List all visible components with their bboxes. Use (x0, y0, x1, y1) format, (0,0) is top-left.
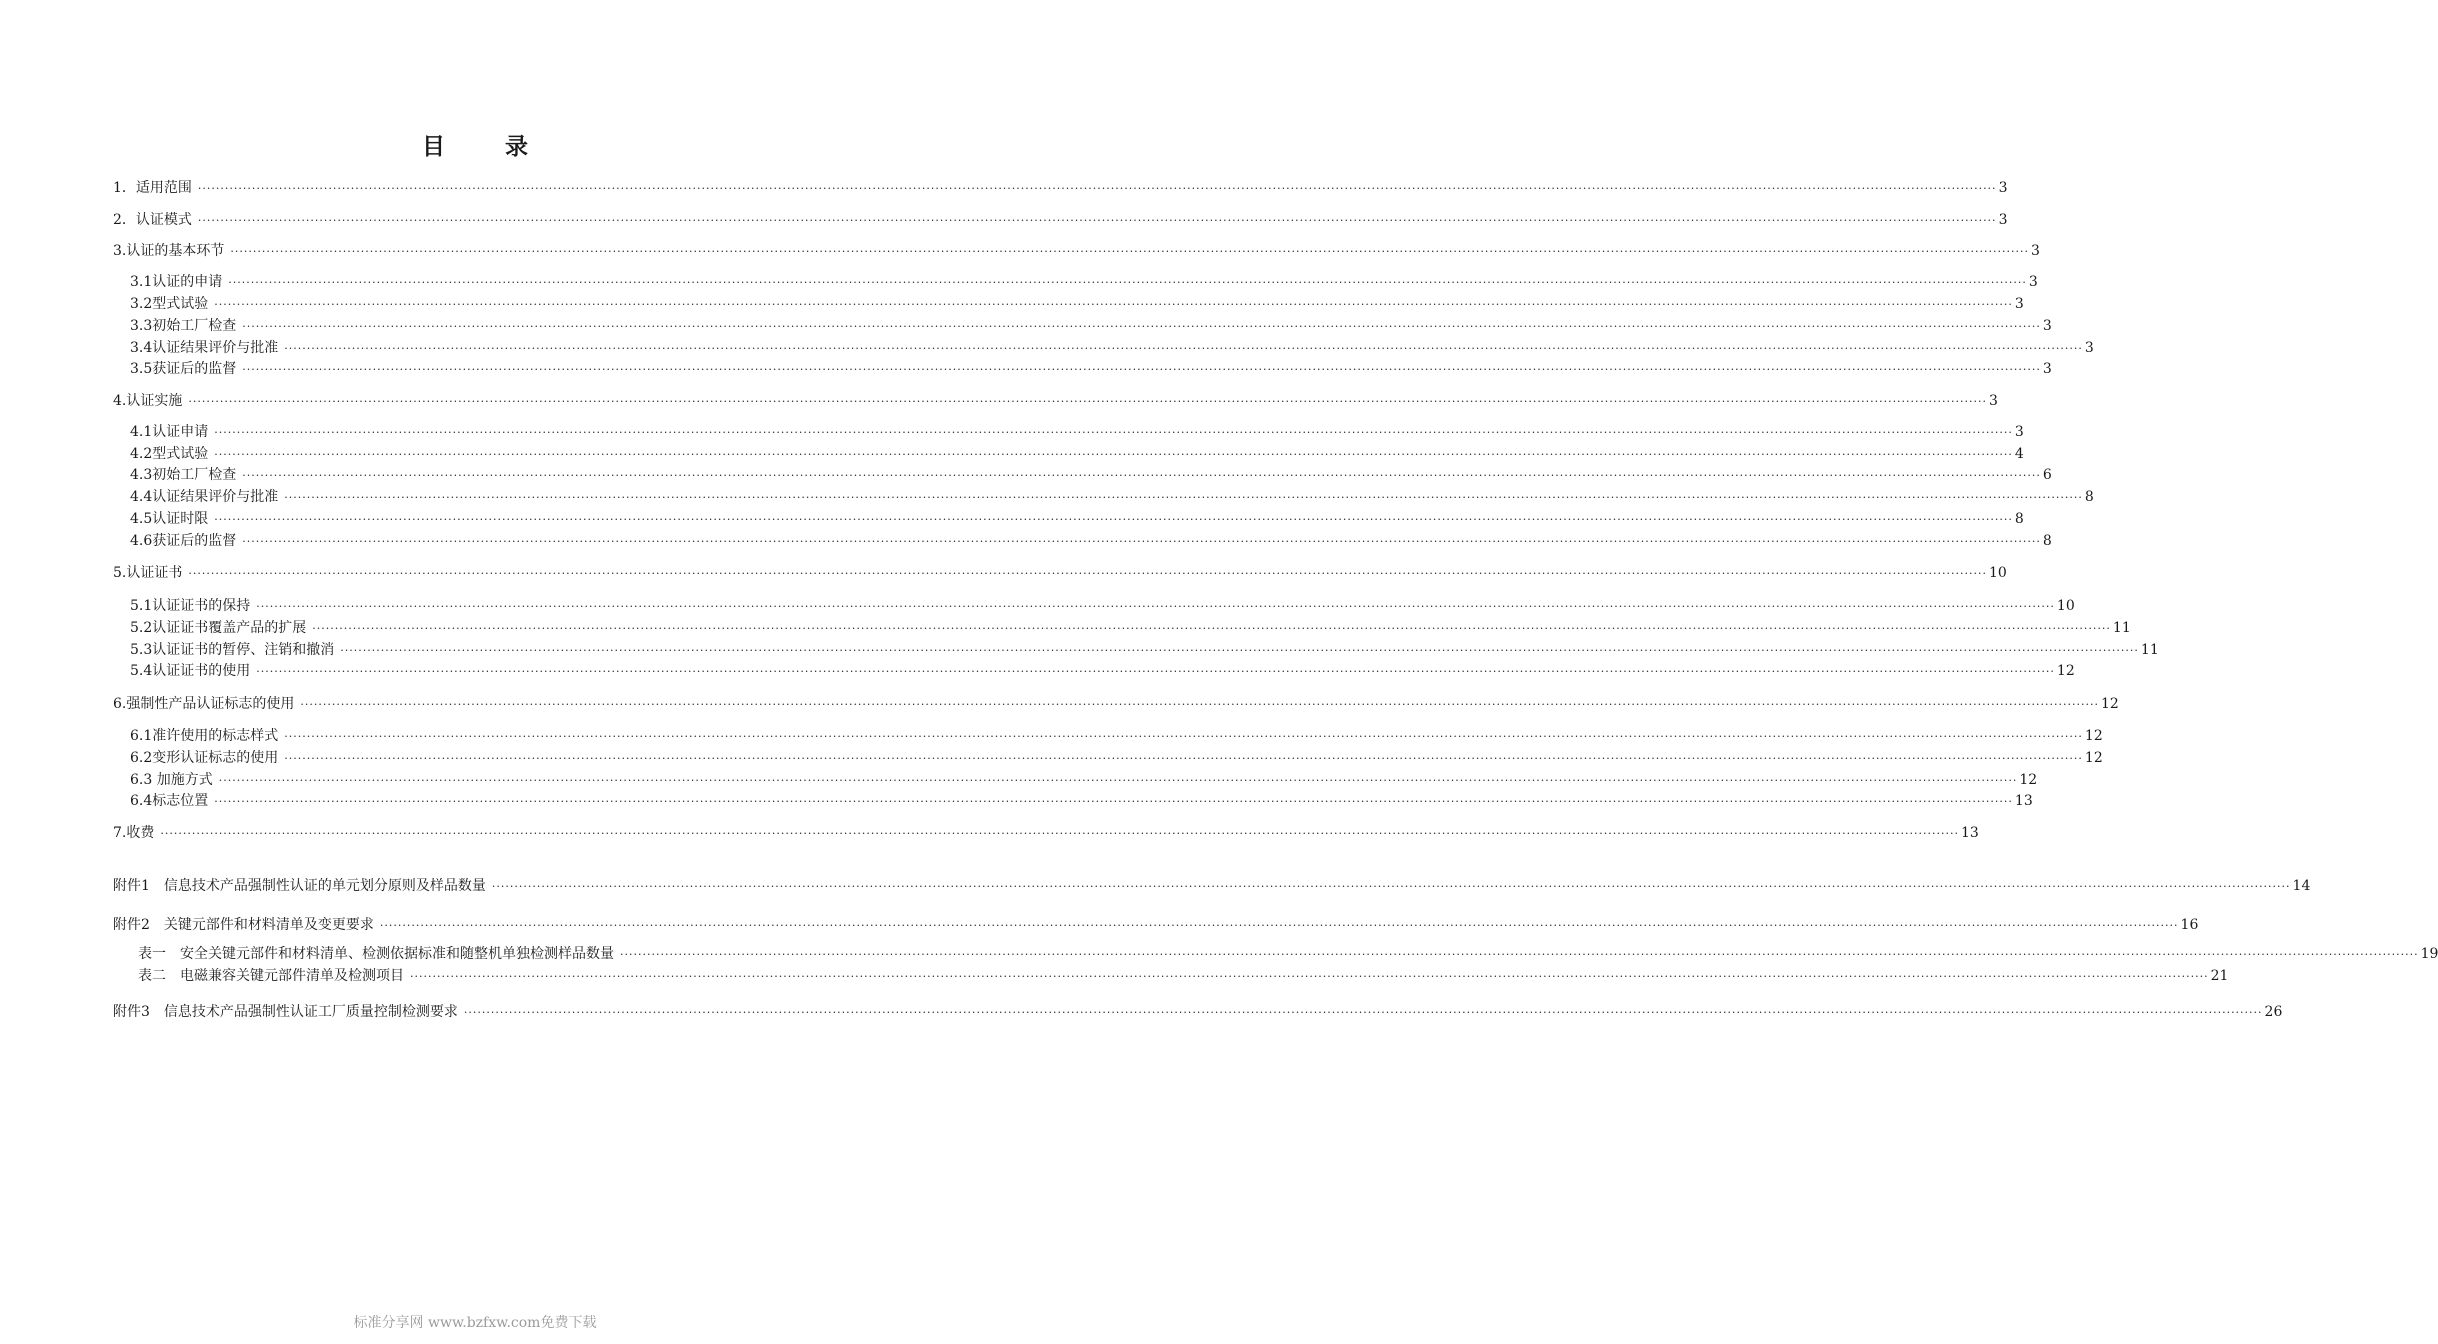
toc-entry-page-number: 12 (2101, 696, 2119, 712)
toc-leader-dots: ················································································································································································································································································································································································································ (214, 795, 2013, 808)
toc-entry-label: 3.5获证后的监督 (130, 361, 237, 377)
toc-entry-label: 6.2变形认证标志的使用 (130, 750, 279, 766)
toc-entry-page-number: 11 (2112, 620, 2131, 636)
toc-leader-dots: ················································································································································································································································································································································································································ (214, 298, 2013, 311)
toc-entry-label: 4.1认证申请 (130, 424, 209, 440)
toc-leader-dots: ················································································································································································································································································································································································································ (242, 469, 2041, 482)
toc-entry[interactable] (130, 444, 2024, 464)
toc-leader-dots: ················································································································································································································································································································································································································ (214, 426, 2013, 439)
toc-entry-page-number: 8 (2042, 533, 2052, 549)
toc-entry-label: 2．认证模式 (113, 212, 192, 228)
toc-leader-dots: ················································································································································································································································································································································································································ (312, 622, 2111, 635)
toc-entry[interactable] (130, 272, 2038, 292)
toc-entry-page-number: 13 (1961, 825, 1979, 841)
toc-leader-dots: ················································································································································································································································································································································································································ (284, 491, 2083, 504)
toc-entry-page-number: 3 (1989, 393, 1998, 409)
toc-leader-dots: ················································································································································································································································································································································································································ (188, 567, 1987, 580)
toc-leader-dots: ················································································································································································································································································································································································································ (228, 276, 2027, 289)
toc-entry-page-number: 12 (2019, 772, 2038, 788)
toc-leader-dots: ················································································································································································································································································································································································································ (284, 752, 2083, 765)
toc-entry[interactable] (113, 915, 2199, 935)
toc-leader-dots: ················································································································································································································································································································································································································ (218, 774, 2018, 787)
toc-entry-page-number: 11 (2140, 642, 2159, 658)
toc-entry[interactable] (113, 391, 1998, 411)
toc-entry-page-number: 3 (2014, 296, 2024, 312)
toc-entry-page-number: 3 (1998, 180, 2008, 196)
toc-entry[interactable] (130, 770, 2038, 790)
toc-entry-label: 6.4标志位置 (130, 793, 209, 809)
toc-entry-page-number: 12 (2084, 728, 2103, 744)
toc-entry[interactable] (113, 823, 1979, 843)
toc-entry-page-number: 10 (1989, 565, 2007, 581)
toc-entry-label: 4.2型式试验 (130, 446, 209, 462)
toc-entry-page-number: 13 (2014, 793, 2033, 809)
toc-entry-label: 5.1认证证书的保持 (130, 598, 251, 614)
toc-entry-page-number: 26 (2264, 1004, 2283, 1020)
toc-leader-dots: ················································································································································································································································································································································································································ (256, 600, 2055, 613)
toc-entry-label: 1．适用范围 (113, 180, 192, 196)
toc-entry[interactable] (113, 563, 2007, 583)
toc-entry-page-number: 8 (2014, 511, 2024, 527)
toc-entry[interactable] (130, 726, 2103, 746)
toc-entry[interactable] (130, 316, 2052, 336)
toc-entry[interactable] (113, 210, 2008, 230)
toc-entry-page-number: 21 (2210, 968, 2229, 984)
toc-entry-label: 4.6获证后的监督 (130, 533, 237, 549)
toc-leader-dots: ················································································································································································································································································································································································································ (242, 535, 2041, 548)
toc-leader-dots: ················································································································································································································································································································································································································ (230, 245, 2029, 258)
toc-entry-label: 表二 电磁兼容关键元部件清单及检测项目 (138, 968, 404, 984)
toc-leader-dots: ················································································································································································································································································································································································································ (242, 320, 2041, 333)
toc-entry[interactable] (138, 944, 2438, 964)
toc-leader-dots: ················································································································································································································································································································································································································ (256, 665, 2055, 678)
toc-entry-label: 4.5认证时限 (130, 511, 209, 527)
toc-leader-dots: ················································································································································································································································································································································································································ (188, 395, 1987, 408)
toc-leader-dots: ················································································································································································································································································································································································································ (340, 644, 2139, 657)
toc-entry-page-number: 10 (2056, 598, 2075, 614)
toc-entry[interactable] (130, 748, 2103, 768)
toc-entry-label: 5.3认证证书的暂停、注销和撤消 (130, 642, 335, 658)
toc-leader-dots: ················································································································································································································································································································································································································ (197, 214, 1997, 227)
toc-entry-label: 3.认证的基本环节 (113, 243, 225, 259)
toc-entry-label: 4.4认证结果评价与批准 (130, 489, 279, 505)
toc-entry-label: 6.3 加施方式 (130, 772, 213, 788)
toc-entry-label: 3.4认证结果评价与批准 (130, 340, 279, 356)
toc-leader-dots: ················································································································································································································································································································································································································ (620, 948, 2419, 961)
toc-entry-label: 5.4认证证书的使用 (130, 663, 251, 679)
toc-leader-dots: ················································································································································································································································································································································································································ (300, 698, 2099, 711)
toc-entry-label: 附件2 关键元部件和材料清单及变更要求 (113, 917, 374, 933)
toc-entry-page-number: 19 (2420, 946, 2438, 962)
toc-entry-label: 3.3初始工厂检查 (130, 318, 237, 334)
toc-leader-dots: ················································································································································································································································································································································································································ (214, 513, 2013, 526)
toc-entry-page-number: 3 (2014, 424, 2024, 440)
toc-entry-page-number: 3 (2031, 243, 2040, 259)
toc-entry[interactable] (130, 338, 2094, 358)
page-title: 目 录 (421, 134, 554, 160)
toc-entry[interactable] (113, 241, 2040, 261)
toc-entry[interactable] (130, 596, 2075, 616)
toc-entry-label: 表一 安全关键元部件和材料清单、检测依据标准和随整机单独检测样品数量 (138, 946, 614, 962)
toc-entry-label: 4.3初始工厂检查 (130, 467, 237, 483)
toc-leader-dots: ················································································································································································································································································································································································································ (410, 970, 2209, 983)
toc-entry-label: 3.2型式试验 (130, 296, 209, 312)
toc-entry-label: 6.强制性产品认证标志的使用 (113, 696, 295, 712)
toc-entry-label: 附件1 信息技术产品强制性认证的单元划分原则及样品数量 (113, 878, 486, 894)
toc-entry[interactable] (130, 531, 2052, 551)
toc-leader-dots: ················································································································································································································································································································································································································ (197, 182, 1997, 195)
toc-entry[interactable] (130, 422, 2024, 442)
toc-entry[interactable] (130, 487, 2094, 507)
toc-entry[interactable] (113, 1002, 2283, 1022)
toc-entry-label: 3.1认证的申请 (130, 274, 223, 290)
toc-entry-page-number: 4 (2014, 446, 2024, 462)
toc-entry-label: 5.2认证证书覆盖产品的扩展 (130, 620, 307, 636)
toc-entry-page-number: 12 (2056, 663, 2075, 679)
toc-entry-label: 4.认证实施 (113, 393, 183, 409)
toc-entry-page-number: 3 (2084, 340, 2094, 356)
toc-entry-page-number: 8 (2084, 489, 2094, 505)
toc-entry-page-number: 3 (2028, 274, 2038, 290)
toc-leader-dots: ················································································································································································································································································································································································································ (214, 448, 2013, 461)
toc-leader-dots: ················································································································································································································································································································································································································ (284, 342, 2083, 355)
watermark-footer: 标准分享网 www.bzfxw.com免费下载 (353, 1315, 597, 1331)
toc-entry-label: 6.1准许使用的标志样式 (130, 728, 279, 744)
toc-leader-dots: ················································································································································································································································································································································································································ (463, 1006, 2263, 1019)
toc-entry[interactable] (138, 966, 2229, 986)
toc-leader-dots: ················································································································································································································································································································································································································ (284, 730, 2083, 743)
toc-entry[interactable] (130, 509, 2024, 529)
toc-entry-label: 7.收费 (113, 825, 155, 841)
toc-entry-page-number: 12 (2084, 750, 2103, 766)
toc-entry[interactable] (130, 359, 2052, 379)
toc-entry-page-number: 3 (1998, 212, 2008, 228)
toc-entry-page-number: 3 (2042, 361, 2052, 377)
toc-leader-dots: ················································································································································································································································································································································································································ (379, 919, 2179, 932)
toc-entry[interactable] (130, 640, 2159, 660)
toc-entry-label: 5.认证证书 (113, 565, 183, 581)
toc-entry-label: 附件3 信息技术产品强制性认证工厂质量控制检测要求 (113, 1004, 458, 1020)
toc-entry-page-number: 16 (2180, 917, 2199, 933)
toc-entry[interactable] (130, 661, 2075, 681)
toc-entry[interactable] (113, 876, 2311, 896)
toc-entry[interactable] (130, 791, 2033, 811)
toc-entry[interactable] (130, 618, 2131, 638)
toc-leader-dots: ················································································································································································································································································································································································································ (242, 363, 2041, 376)
toc-entry-page-number: 14 (2292, 878, 2311, 894)
toc-entry[interactable] (113, 694, 2119, 714)
toc-entry[interactable] (130, 465, 2052, 485)
toc-entry-page-number: 3 (2042, 318, 2052, 334)
toc-leader-dots: ················································································································································································································································································································································································································ (160, 827, 1959, 840)
toc-entry[interactable] (113, 178, 2008, 198)
toc-leader-dots: ················································································································································································································································································································································································································ (491, 880, 2291, 893)
toc-entry[interactable] (130, 294, 2024, 314)
toc-entry-page-number: 6 (2042, 467, 2052, 483)
